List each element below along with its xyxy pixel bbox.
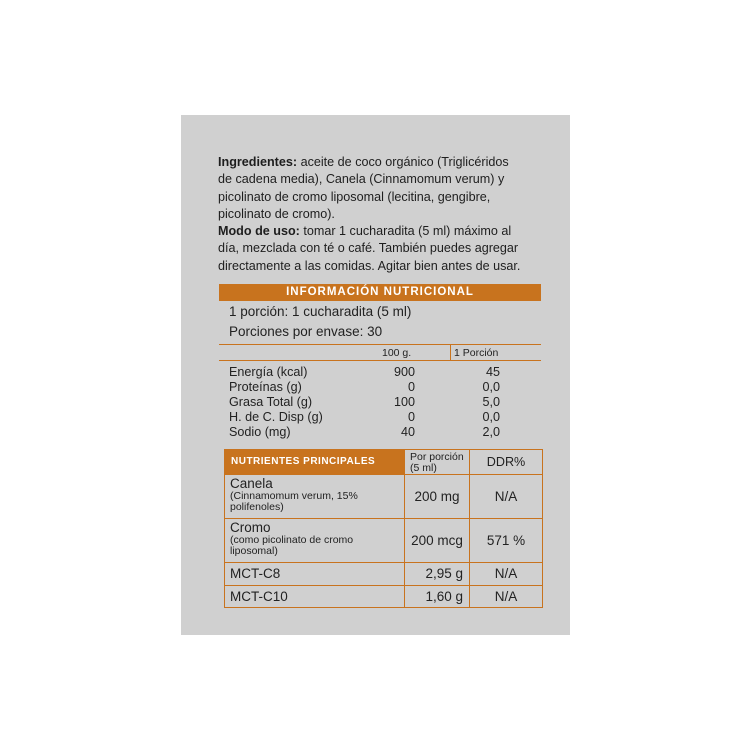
principal-nutrient-name: Canela	[230, 476, 273, 491]
principal-ddr: N/A	[469, 585, 543, 608]
principal-nutrient-sub: (como picolinato de cromo	[230, 534, 354, 546]
servings-per-container: Porciones por envase: 30	[229, 324, 383, 339]
usage-label: Modo de uso:	[218, 224, 300, 238]
nutrition-title: INFORMACIÓN NUTRICIONAL	[219, 284, 541, 301]
nutrient-per-portion: 45	[485, 365, 500, 379]
usage-text	[218, 223, 558, 275]
principal-ddr: N/A	[469, 474, 543, 519]
usage-line-text: tomar 1 cucharadita (5 ml) máximo al	[303, 224, 512, 238]
ingredients-line-2: de cadena media), Canela (Cinnamomum verum) y	[218, 172, 505, 187]
ingredients-text	[218, 154, 558, 224]
nutrient-name: Proteínas (g)	[229, 380, 302, 394]
col-portion-header: 1 Porción	[454, 347, 499, 359]
nutrition-row	[229, 365, 529, 381]
col-100g-header: 100 g.	[382, 347, 412, 359]
nutrition-row	[229, 380, 529, 396]
nutrient-per-portion: 0,0	[482, 410, 500, 424]
nutrient-name: Sodio (mg)	[229, 425, 291, 439]
ingredients-line-text: aceite de coco orgánico (Triglicéridos	[300, 155, 509, 169]
nutrient-per-portion: 5,0	[482, 395, 500, 409]
nutrient-per-100g: 0	[407, 380, 415, 394]
usage-line-3: directamente a las comidas. Agitar bien antes de usar.	[218, 258, 521, 273]
usage-line-1	[218, 223, 558, 240]
divider	[219, 344, 541, 345]
principal-nutrients-table	[224, 449, 543, 608]
column-separator	[450, 345, 451, 360]
principal-amount: 200 mg	[404, 474, 470, 519]
usage-line-2: día, mezclada con té o café. También puedes agregar	[218, 241, 519, 256]
nutrient-per-100g: 0	[407, 410, 415, 424]
principal-nutrient-sub: liposomal)	[230, 545, 278, 557]
ingredients-line-3: picolinato de cromo liposomal (lecitina, gengibre,	[218, 189, 491, 204]
nutrient-name: H. de C. Disp (g)	[229, 410, 323, 424]
principal-row-name-cell	[224, 518, 405, 563]
principal-nutrient-name: MCT-C10	[224, 585, 405, 608]
principal-amount: 200 mcg	[404, 518, 470, 563]
principal-ddr: N/A	[469, 562, 543, 586]
principal-nutrient-name: Cromo	[230, 520, 271, 535]
principal-row-name-cell	[224, 474, 405, 519]
principal-amount: 1,60 g	[404, 585, 470, 608]
nutrition-row	[229, 425, 529, 441]
ingredients-line-1	[218, 154, 558, 171]
portion-size: 1 porción: 1 cucharadita (5 ml)	[229, 304, 412, 319]
header-portion-line-2: (5 ml)	[410, 462, 437, 474]
ingredients-label: Ingredientes:	[218, 155, 298, 169]
nutrient-per-100g: 900	[393, 365, 415, 379]
principal-ddr: 571 %	[469, 518, 543, 563]
nutrition-row	[229, 410, 529, 426]
principal-nutrient-sub: (Cinnamomum verum, 15%	[230, 490, 358, 502]
principal-header-name: NUTRIENTES PRINCIPALES	[224, 449, 405, 475]
principal-nutrient-sub: polifenoles)	[230, 501, 284, 513]
nutrient-per-100g: 100	[393, 395, 415, 409]
ingredients-line-4: picolinato de cromo).	[218, 207, 335, 222]
principal-nutrient-name: MCT-C8	[224, 562, 405, 586]
principal-header-portion	[404, 449, 470, 475]
nutrition-row	[229, 395, 529, 411]
nutrient-name: Energía (kcal)	[229, 365, 308, 379]
header-portion-line-1: Por porción	[410, 451, 464, 463]
nutrient-per-portion: 2,0	[482, 425, 500, 439]
nutrient-name: Grasa Total (g)	[229, 395, 313, 409]
divider	[219, 360, 541, 361]
nutrient-per-100g: 40	[400, 425, 415, 439]
nutrient-per-portion: 0,0	[482, 380, 500, 394]
principal-amount: 2,95 g	[404, 562, 470, 586]
principal-header-ddr: DDR%	[469, 449, 543, 475]
